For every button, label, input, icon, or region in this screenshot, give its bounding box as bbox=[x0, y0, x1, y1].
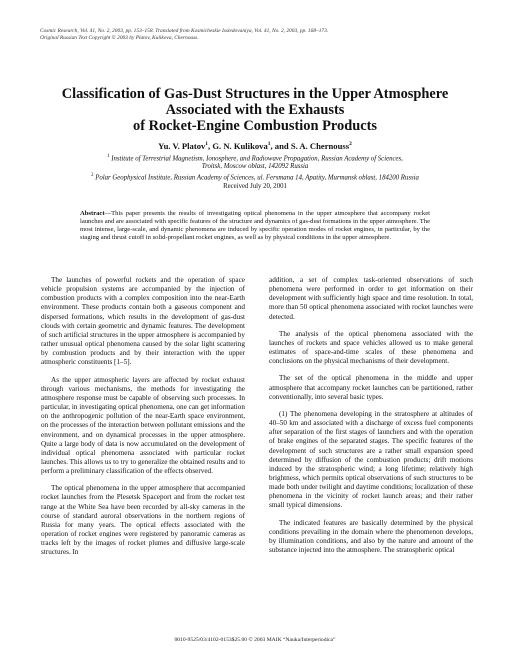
affiliation-1-address: Troitsk, Moscow oblast, 142092 Russia bbox=[201, 163, 309, 171]
title-block bbox=[30, 86, 480, 191]
page-footer: 0010-9525/03/4102-0153$25.00 © 2003 MAIK “Nauka/Interperiodica” bbox=[174, 637, 336, 643]
paragraph: The indicated features are basically determined by the physical conditions prevailing in the domain where the phenomenon develops, by illumination conditions, and also by the nature and amount of the substance injected into the atmosphere. The stratospheric optical bbox=[269, 518, 473, 555]
author-list bbox=[30, 139, 480, 151]
paper-title bbox=[30, 86, 480, 134]
affiliation-text: Polar Geophysical Institute, Russian Academy of Sciences, ul. Fersmana 14, Apatity, Murmansk oblast, 184200 Russia bbox=[95, 173, 419, 181]
affiliations bbox=[30, 153, 480, 182]
affiliation-number: 1 bbox=[107, 153, 110, 159]
author-separator: , and bbox=[270, 140, 291, 151]
affiliation-marker: 1 bbox=[205, 141, 209, 147]
title-line-3: of Rocket-Engine Combustion Products bbox=[133, 118, 377, 134]
journal-citation: Cosmic Research, Vol. 41, No. 2, 2003, pp. 153–158. Translated from Kosmicheskie Issledovaniya, Vol. 41, No. 2, 2003, pp. 168–173. bbox=[40, 28, 329, 34]
affiliation-1 bbox=[30, 153, 480, 163]
paragraph: The analysis of the optical phenomena associated with the launches of rockets and space vehicles allowed us to make general estimates of space-and-time scales of these phenomena and conclusions on the physical mechanisms of their development. bbox=[269, 329, 473, 366]
paragraph: The set of the optical phenomena in the middle and upper atmosphere that accompany rocket launches can be partitioned, rather conventionally, into several basic types. bbox=[269, 374, 473, 401]
paragraph: (1) The phenomena developing in the stratosphere at altitudes of 40–50 km and associated with a discharge of excess fuel components after separation of the first stages of launchers and with the operation of brake engines of the separated stages. The specific features of the development of such structures are a rather small expansion speed determined by diffusion of the combustion products; drift motions induced by the stratospheric wind; a long lifetime; relatively high brightness, which permits optical observations of such structures to be made both under twilight and daytime conditions; localization of these phenomena in the vicinity of rocket launch areas; and their rather small typical dimensions. bbox=[269, 409, 473, 510]
paragraph: As the upper atmospheric layers are affected by rocket exhaust through various mechanisms, the methods for investigating the atmosphere response must be capable of observing such processes. In particular, in investigating optical phenomena, one can get information on the anthropogenic pollution of the near-Earth space environment, on the processes of the interaction between pollutant emissions and the environment, and on dynamical processes in the upper atmosphere. Quite a large body of data is now accumulated on the development of individual optical phenomena associated with particular rocket launches. This allows us to try to generalize the obtained results and to perform a preliminary classification of the effects observed. bbox=[41, 375, 245, 476]
abstract bbox=[80, 210, 430, 242]
paragraph: addition, a set of complex task-oriented observations of such phenomena were performed in order to get information on their development with sufficiently high space and time resolution. In total, more than 50 optical phenomena associated with rocket launches were detected. bbox=[269, 276, 473, 321]
author-name: Yu. V. Platov bbox=[158, 140, 206, 151]
affiliation-text: Institute of Terrestrial Magnetism, Ionosphere, and Radiowave Propagation, Russian Academy of Sciences, bbox=[111, 155, 403, 163]
journal-header bbox=[40, 28, 470, 41]
affiliation-marker: 2 bbox=[349, 141, 352, 147]
copyright-line: Original Russian Text Copyright © 2003 by Platov, Kulikova, Chernouss. bbox=[40, 34, 199, 41]
author-name: G. N. Kulikova bbox=[212, 140, 268, 151]
title-line-2: Associated with the Exhausts bbox=[165, 102, 345, 118]
author-separator: , bbox=[208, 140, 213, 151]
body-column-left bbox=[41, 276, 245, 566]
body-column-right bbox=[269, 276, 473, 563]
abstract-text: —This paper presents the results of investigating optical phenomena in the upper atmosphere that accompany rocket launches and are associated with specific features of the structure and dynamics of gas-dust formations in the upper atmosphere. The most intense, large-scale, and dynamic phenomena are induced by specific operation modes of rocket engines, in particular, by the staging and thrust cutoff in solid-propellant rocket engines, as well as by physical conditions in the upper atmosphere. bbox=[80, 210, 430, 242]
affiliation-marker: 1 bbox=[267, 141, 271, 147]
affiliation-number: 2 bbox=[91, 172, 94, 178]
title-line-1: Classification of Gas-Dust Structures in the Upper Atmosphere bbox=[61, 86, 449, 102]
abstract-label: Abstract bbox=[80, 210, 105, 217]
author-name: S. A. Chernouss bbox=[290, 140, 350, 151]
affiliation-2 bbox=[30, 172, 480, 182]
paragraph: The optical phenomena in the upper atmosphere that accompanied rocket launches from the Plesetsk Spaceport and from the rocket test range at the White Sea have been recorded by all-sky cameras in the course of standard auroral observations in the northern regions of Russia for many years. The optical effects associated with the operation of rocket engines were registered by panoramic cameras as tracks left by the images of rocket plumes and diffusive large-scale structures. In bbox=[41, 484, 245, 557]
paragraph: The launches of powerful rockets and the operation of space vehicle propulsion systems are accompanied by the injection of combustion products with a complex composition into the near-Earth environment. These products contain both a gaseous component and dispersed formations, which results in the development of gas-dust clouds with certain geometric and dynamic features. The development of such artificial structures in the upper atmosphere is accompanied by rather unusual optical phenomena caused by the solar light scattering by combustion products and by their interaction with the upper atmospheric constituents [1–5]. bbox=[41, 276, 245, 367]
received-date: Received July 20, 2001 bbox=[223, 183, 287, 190]
